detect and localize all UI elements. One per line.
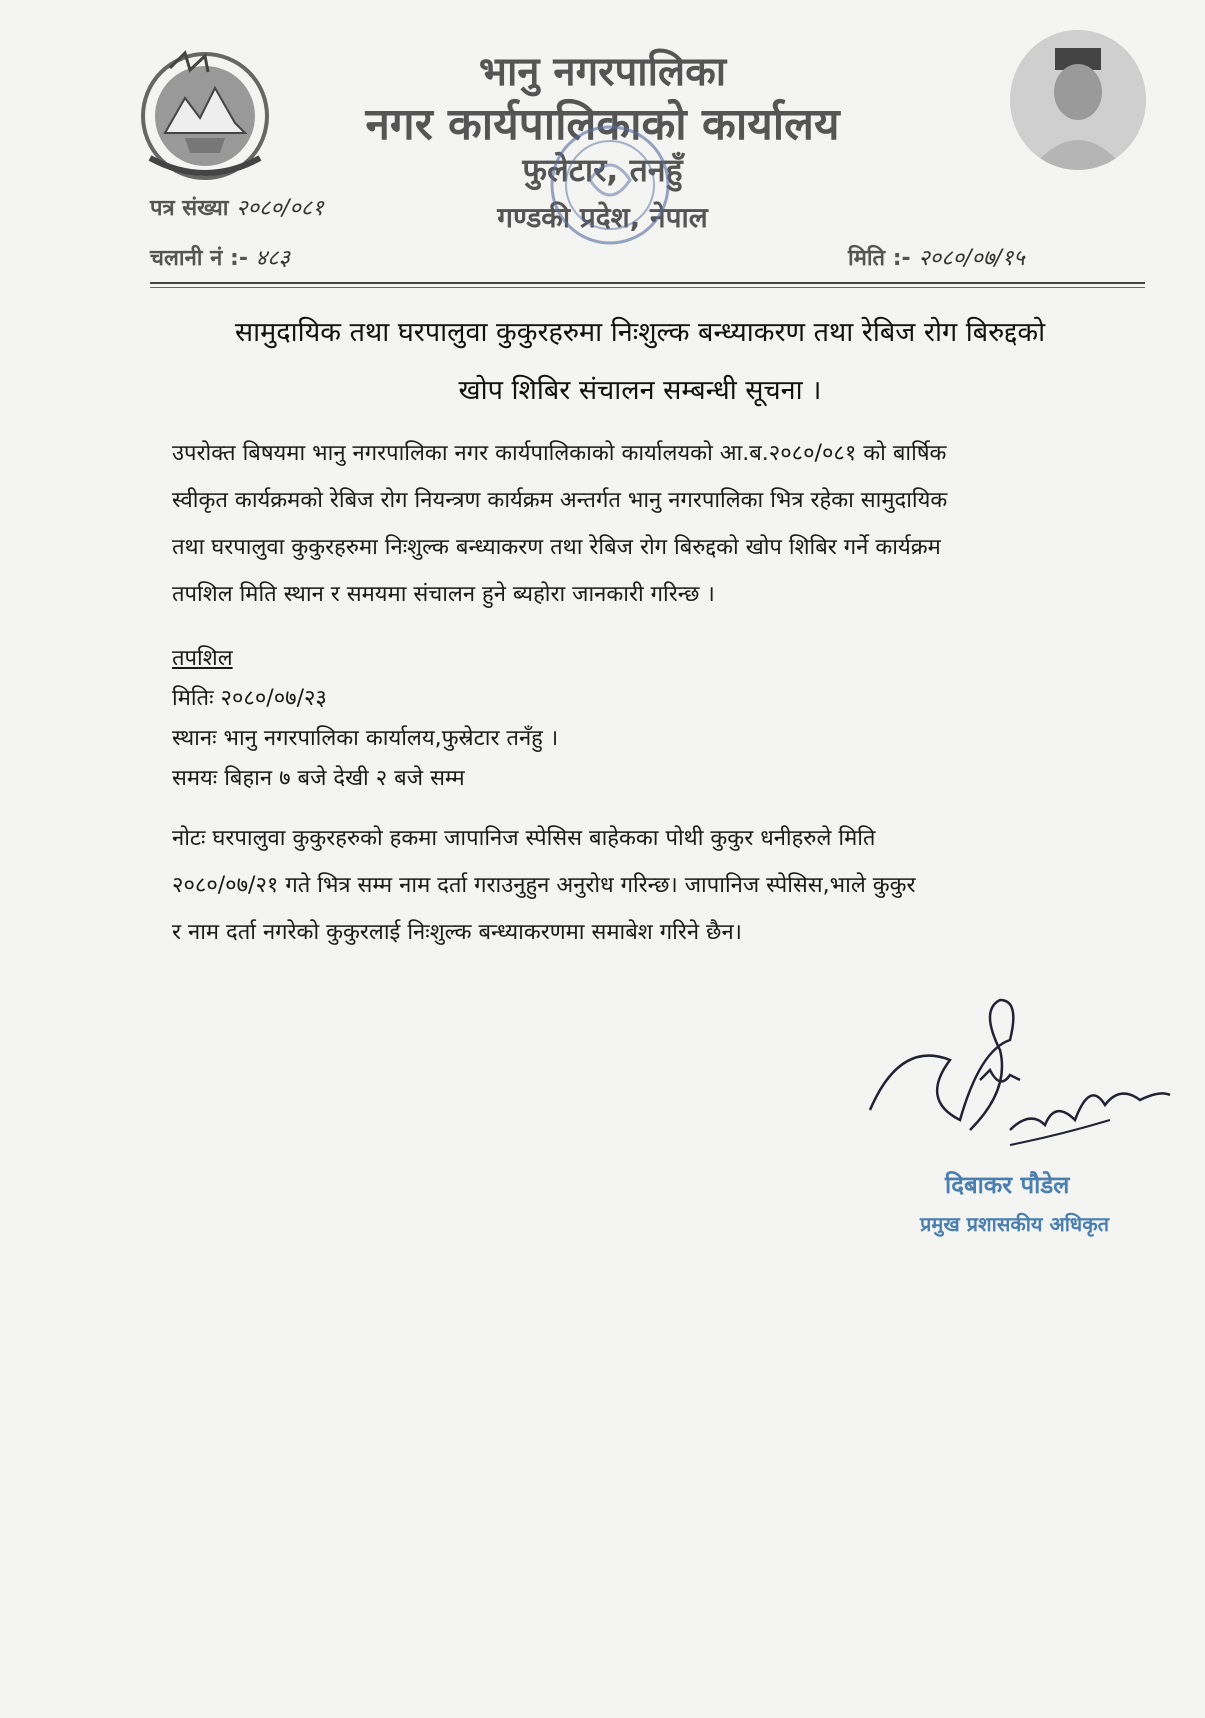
signatory-title: प्रमुख प्रशासकीय अधिकृत: [920, 1212, 1109, 1236]
body-line: तथा घरपालुवा कुकुरहरुमा निःशुल्क बन्ध्याकरण तथा रेबिज रोग बिरुद्दको खोप शिबिर गर्ने कार्यक्रम: [172, 535, 941, 560]
body-line: उपरोक्त बिषयमा भानु नगरपालिका नगर कार्यपालिकाको कार्यालयको आ.ब.२०८०/०८१ को बार्षिक: [172, 441, 947, 466]
note-paragraph: [172, 815, 1132, 956]
letter-date-value: २०८०/०७/१५: [918, 246, 1025, 271]
header-divider-thin: [150, 287, 1145, 288]
signatory-name: दिबाकर पौडेल: [945, 1171, 1070, 1199]
dispatch-number: [150, 242, 290, 272]
body-line: स्वीकृत कार्यक्रमको रेबिज रोग नियन्त्रण कार्यक्रम अन्तर्गत भानु नगरपालिका भित्र रहेका सामुदायिक: [172, 488, 948, 513]
body-paragraph: [172, 430, 1132, 618]
note-line: २०८०/०७/२१ गते भित्र सम्म नाम दर्ता गराउनुहुन अनुरोध गरिन्छ। जापानिज स्पेसिस,भाले कुकुर: [172, 873, 916, 898]
header-office: नगर कार्यपालिकाको कार्यालय: [365, 99, 840, 150]
dispatch-number-label: चलानी नं :-: [150, 246, 248, 271]
letter-number: [150, 192, 324, 222]
header-municipality: भानु नगरपालिका: [478, 49, 727, 95]
subject-line-1: सामुदायिक तथा घरपालुवा कुकुरहरुमा निःशुल्क बन्ध्याकरण तथा रेबिज रोग बिरुद्दको: [234, 317, 1046, 348]
subject-line-2: खोप शिबिर संचालन सम्बन्धी सूचना ।: [458, 375, 822, 406]
details-time: समयः बिहान ७ बजे देखी २ बजे सम्म: [172, 766, 465, 791]
letter-date: [848, 242, 1025, 272]
handwritten-signature-icon: [860, 980, 1180, 1190]
portrait-image: [1010, 30, 1146, 170]
note-line: र नाम दर्ता नगरेको कुकुरलाई निःशुल्क बन्ध्याकरणमा समाबेश गरिने छैन।: [172, 920, 742, 945]
body-line: तपशिल मिति स्थान र समयमा संचालन हुने ब्यहोरा जानकारी गरिन्छ ।: [172, 582, 715, 607]
header-divider: [150, 282, 1145, 284]
header-location: फुलेटार, तनहुँ: [522, 151, 683, 189]
letter-date-label: मिति :-: [848, 246, 911, 271]
office-stamp-icon: [540, 110, 680, 260]
header-province: गण्डकी प्रदेश, नेपाल: [497, 201, 708, 234]
note-line: नोटः घरपालुवा कुकुरहरुको हकमा जापानिज स्पेसिस बाहेकका पोथी कुकुर धनीहरुले मिति: [172, 826, 876, 851]
details-date: मितिः २०८०/०७/२३: [172, 686, 327, 711]
details-place: स्थानः भानु नगरपालिका कार्यालय,फुस्रेटार तनँहु ।: [172, 726, 559, 751]
details-heading: तपशिल: [172, 646, 233, 671]
letter-number-label: पत्र संख्या: [150, 196, 229, 221]
dispatch-number-value: ४८३: [255, 246, 290, 271]
letter-number-value: २०८०/०८१: [236, 196, 324, 221]
